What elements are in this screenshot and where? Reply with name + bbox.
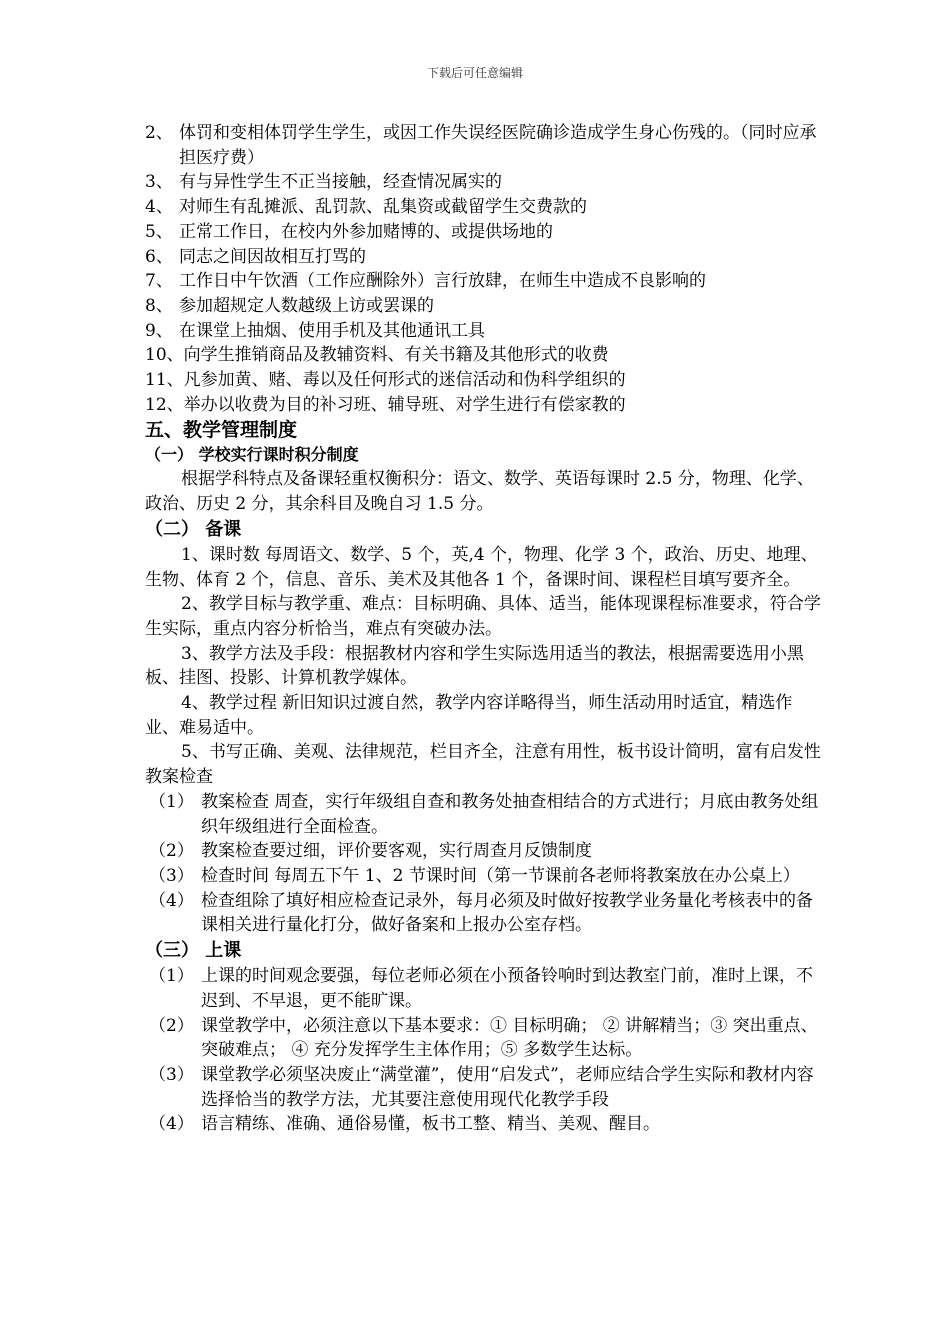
item-text: 语言精练、准确、通俗易懂，板书工整、精当、美观、醒目。	[201, 1114, 660, 1135]
list-item: 11、凡参加黄、赌、毒以及任何形式的迷信活动和伪科学组织的	[145, 370, 626, 391]
item-text: 有与异性学生不正当接触，经查情况属实的	[179, 172, 502, 193]
item-number: （3）	[149, 865, 194, 886]
subsection-title: （三） 上课	[145, 940, 242, 962]
list-item	[145, 269, 825, 294]
item-number: 6、	[145, 246, 173, 267]
paragraph: 4、教学过程 新旧知识过渡自然，教学内容详略得当，师生活动用时适宜，精选作业、难易适中。	[145, 693, 793, 738]
item-text: 正常工作日，在校内外参加赌博的、或提供场地的	[179, 221, 553, 242]
item-number: 5、	[145, 221, 173, 242]
list-item	[145, 294, 825, 319]
item-number: 8、	[145, 295, 173, 316]
item-text: 检查时间 每周五下午 1、2 节课时间（第一节课前各老师将教案放在办公桌上）	[201, 865, 800, 886]
list-item	[145, 220, 825, 245]
item-number: 9、	[145, 320, 173, 341]
item-text: 教案检查要过细，评价要客观，实行周查月反馈制度	[201, 841, 592, 862]
item-text: 参加超规定人数越级上访或罢课的	[179, 295, 434, 316]
item-text: 同志之间因故相互打骂的	[179, 246, 366, 267]
list-item	[145, 1014, 825, 1063]
item-number: 4、	[145, 197, 173, 218]
item-text: 检查组除了填好相应检查记录外，每月必须及时做好按教学业务量化考核表中的备课相关进行量化打分，做好备案和上报办公室存档。	[201, 890, 813, 936]
paragraph: 根据学科特点及备课轻重权衡积分：语文、数学、英语每课时 2.5 分，物理、化学、政治、历史 2 分，其余科目及晚自习 1.5 分。	[145, 469, 814, 515]
item-text: 工作日中午饮酒（工作应酬除外）言行放肆，在师生中造成不良影响的	[179, 271, 706, 292]
list-item	[145, 1063, 825, 1112]
paragraph: 1、课时数 每周语文、数学、5 个，英,4 个，物理、化学 3 个，政治、历史、地理、生物、体育 2 个，信息、音乐、美术及其他各 1 个，备课时间、课程栏目填写要齐全。	[145, 544, 818, 590]
list-item	[145, 245, 825, 270]
list-item	[145, 790, 825, 839]
paragraph: 5、书写正确、美观、法律规范，栏目齐全，注意有用性，板书设计简明，富有启发性	[181, 742, 821, 763]
list-item: 12、举办以收费为目的补习班、辅导班、对学生进行有偿家教的	[145, 394, 626, 415]
list-item: 10、向学生推销商品及教辅资料、有关书籍及其他形式的收费	[145, 345, 609, 366]
list-item	[145, 170, 825, 195]
item-number: 3、	[145, 172, 173, 193]
list-item	[145, 889, 825, 938]
item-text: 体罚和变相体罚学生学生，或因工作失误经医院确诊造成学生身心伤残的。（同时应承担医疗费）	[179, 123, 817, 168]
item-text: 教案检查 周查，实行年级组自查和教务处抽查相结合的方式进行；月底由教务处组织年级组进行全面检查。	[201, 791, 819, 837]
item-number: 2、	[145, 123, 173, 143]
item-number: （3）	[149, 1064, 194, 1085]
list-item	[145, 964, 825, 1013]
list-item	[145, 195, 825, 220]
section-title: 五、教学管理制度	[145, 419, 298, 442]
paragraph: 2、教学目标与教学重、难点：目标明确、具体、适当，能体现课程标准要求，符合学生实际，重点内容分析恰当，难点有突破办法。	[145, 594, 821, 639]
item-number: （2）	[149, 841, 194, 862]
subsection-title: （二） 备课	[145, 518, 242, 540]
page-header: 下载后可任意编辑	[426, 66, 523, 80]
item-text: 对师生有乱摊派、乱罚款、乱集资或截留学生交费款的	[179, 197, 587, 218]
item-number: 7、	[145, 271, 173, 292]
list-item	[145, 864, 825, 889]
item-number: （4）	[149, 890, 194, 911]
subsection-title: （一） 学校实行课时积分制度	[145, 445, 359, 465]
item-text: 上课的时间观念要强，每位老师必须在小预备铃响时到达教室门前，准时上课，不迟到、不早退，更不能旷课。	[201, 966, 813, 1011]
item-text: 课堂教学必须坚决废止“满堂灌”，使用“启发式”，老师应结合学生实际和教材内容选择恰当的教学方法，尤其要注意使用现代化教学手段	[201, 1064, 814, 1110]
item-number: （1）	[149, 791, 194, 812]
paragraph: 3、教学方法及手段：根据教材内容和学生实际选用适当的教法，根据需要选用小黑板、挂图、投影、计算机教学媒体。	[145, 643, 804, 689]
document-body	[145, 121, 825, 1137]
list-item	[145, 1112, 825, 1137]
item-text: 课堂教学中，必须注意以下基本要求：① 目标明确； ② 讲解精当；③ 突出重点、突破难点； ④ 充分发挥学生主体作用；⑤ 多数学生达标。	[201, 1015, 818, 1061]
item-number: （1）	[149, 966, 194, 987]
list-item	[145, 839, 825, 864]
item-number: （2）	[149, 1015, 194, 1036]
subheading: 教案检查	[145, 767, 213, 788]
list-item	[145, 121, 825, 170]
item-text: 在课堂上抽烟、使用手机及其他通讯工具	[179, 320, 485, 341]
list-item	[145, 319, 825, 344]
item-number: （4）	[149, 1114, 194, 1135]
